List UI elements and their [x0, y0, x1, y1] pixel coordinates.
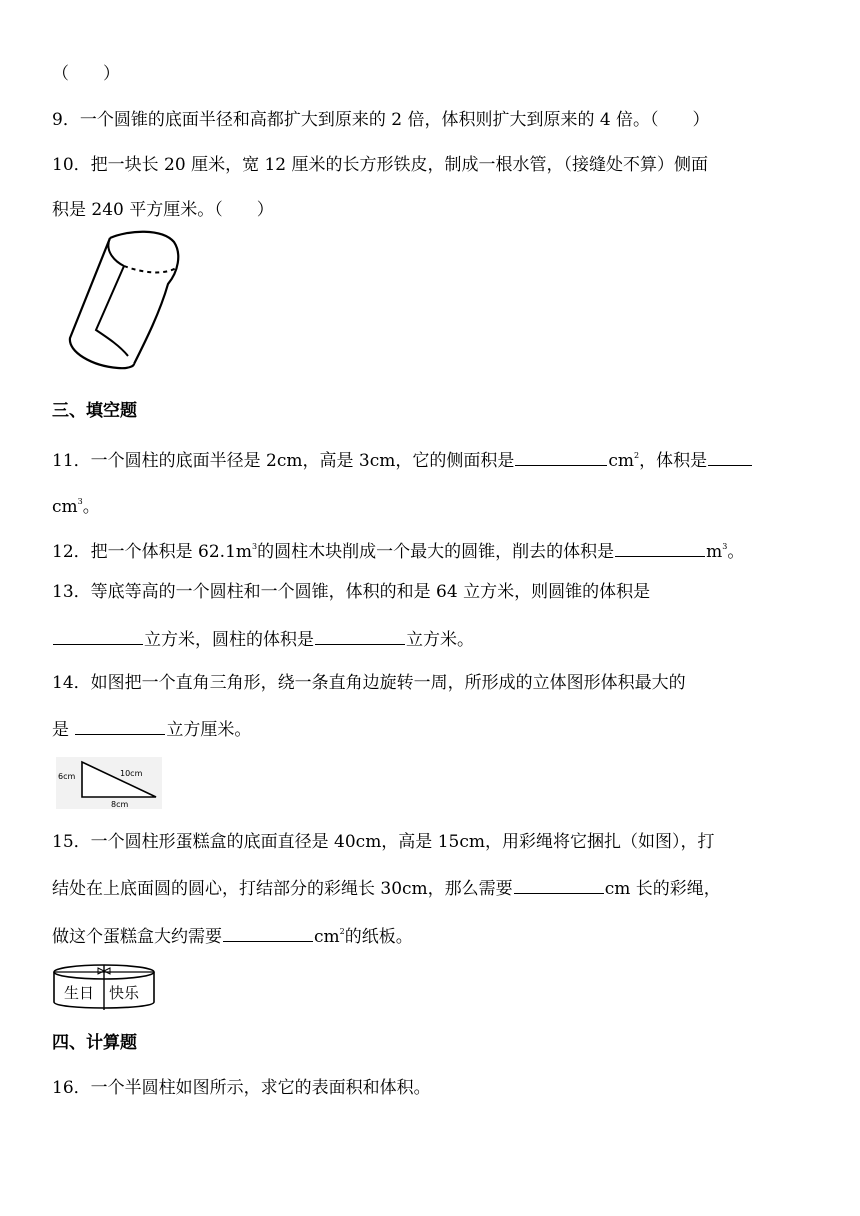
q11-sup-1: 2 [634, 451, 640, 460]
q15-unit: cm [314, 927, 340, 947]
right-triangle-figure [56, 757, 162, 809]
q14-text-a: 是 [52, 720, 75, 740]
q12-blank[interactable] [615, 538, 705, 557]
answer-paren-top: （ ） [52, 64, 120, 84]
q11-text-c: 。 [82, 497, 100, 517]
q11-unit-1: cm [608, 451, 635, 471]
q13-text-b: 立方米。 [406, 630, 474, 650]
cake-label-right: 快乐 [109, 984, 140, 1002]
triangle-label-10cm: 10cm [120, 769, 143, 778]
q15-blank-2[interactable] [223, 923, 313, 942]
q11-text-b: ，体积是 [639, 451, 708, 471]
question-11-line1 [52, 444, 753, 473]
q11-blank-2[interactable] [708, 447, 752, 466]
q15-text-2b: cm 长的彩绳， [604, 879, 721, 899]
triangle-label-6cm: 6cm [58, 772, 76, 781]
q15-text-2a: 结处在上底面圆的圆心，打结部分的彩绳长 30cm，那么需要 [52, 879, 513, 899]
q12-sup-1: 3 [252, 542, 258, 551]
triangle-label-8cm: 8cm [111, 800, 129, 809]
q12-text-c: 。 [727, 542, 745, 562]
question-15-line2 [52, 875, 721, 901]
question-10-line1: 10．把一块长 20 厘米，宽 12 厘米的长方形铁皮，制成一根水管，（接缝处不算）侧面 [52, 155, 709, 175]
q11-sup-2: 3 [77, 497, 83, 506]
q12-text-a: 12．把一个体积是 62.1m [52, 542, 253, 562]
q14-text-b: 立方厘米。 [166, 720, 252, 740]
section-4-title: 四、计算题 [52, 1033, 137, 1053]
q11-blank-1[interactable] [515, 447, 607, 466]
q13-blank-1[interactable] [53, 626, 143, 645]
question-13-line1: 13．等底等高的一个圆柱和一个圆锥，体积的和是 64 立方米，则圆锥的体积是 [52, 582, 651, 602]
q12-text-b: 的圆柱木块削成一个最大的圆锥，削去的体积是 [257, 542, 615, 562]
q15-text-3b: 的纸板。 [344, 927, 413, 947]
question-9: 9．一个圆锥的底面半径和高都扩大到原来的 2 倍，体积则扩大到原来的 4 倍。（ ） [52, 110, 710, 130]
q12-sup-2: 3 [722, 542, 728, 551]
question-13-line2 [52, 626, 474, 652]
q15-sup: 2 [339, 927, 345, 936]
q12-unit: m [706, 542, 723, 562]
question-11-line2 [52, 490, 100, 519]
question-15-line3 [52, 920, 413, 949]
question-12 [52, 535, 744, 564]
cake-label-left: 生日 [64, 984, 95, 1002]
section-3-title: 三、填空题 [52, 401, 137, 421]
question-14-line1: 14．如图把一个直角三角形，绕一条直角边旋转一周，所形成的立体图形体积最大的 [52, 673, 686, 693]
q15-text-3a: 做这个蛋糕盒大约需要 [52, 927, 222, 947]
rolled-sheet-figure [64, 228, 184, 376]
q13-text-a: 立方米，圆柱的体积是 [144, 630, 314, 650]
q14-blank[interactable] [75, 716, 165, 735]
q15-blank-1[interactable] [514, 875, 604, 894]
q13-blank-2[interactable] [315, 626, 405, 645]
question-14-line2 [52, 716, 251, 742]
question-16: 16．一个半圆柱如图所示，求它的表面积和体积。 [52, 1078, 431, 1098]
q11-unit-2: cm [52, 497, 78, 517]
question-15-line1: 15．一个圆柱形蛋糕盒的底面直径是 40cm，高是 15cm，用彩绳将它捆扎（如图），打 [52, 832, 715, 852]
q11-text-a: 11．一个圆柱的底面半径是 2cm，高是 3cm，它的侧面积是 [52, 451, 515, 471]
cake-box-figure [52, 962, 158, 1014]
question-10-line2: 积是 240 平方厘米。（ ） [52, 200, 274, 220]
